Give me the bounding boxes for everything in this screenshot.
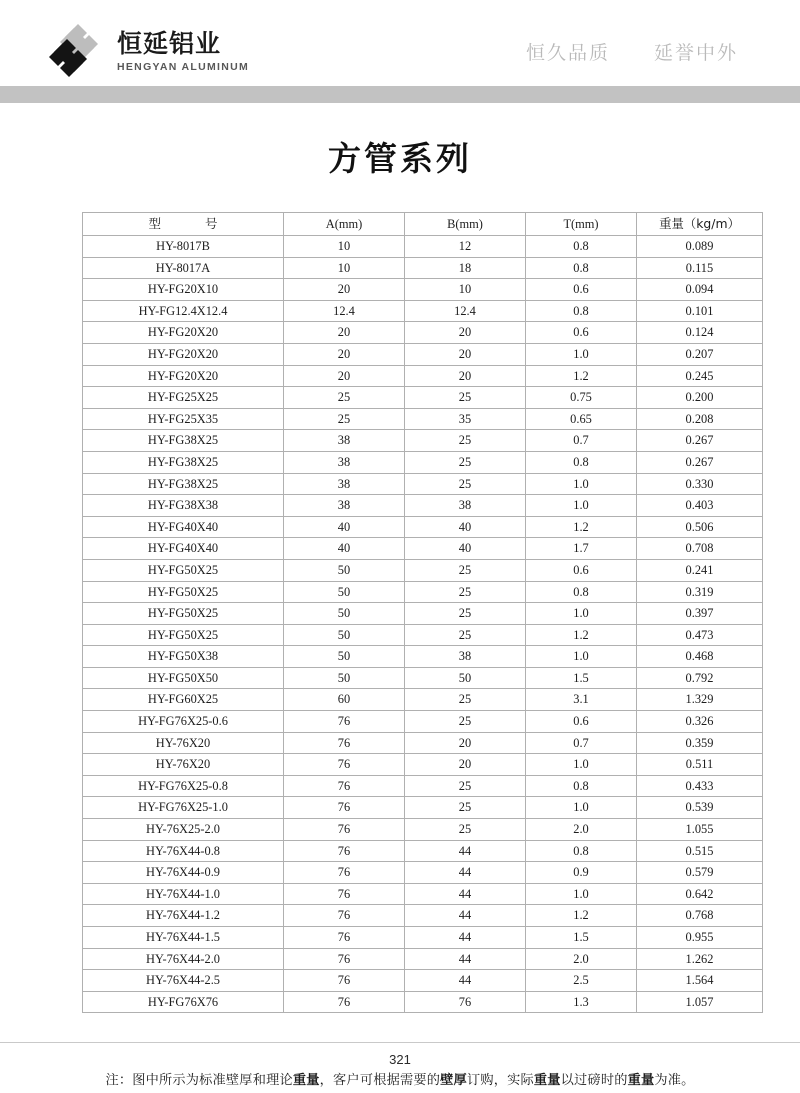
cell-model: HY-FG50X25 <box>83 603 284 625</box>
table-header-row <box>83 213 763 236</box>
cell-b: 38 <box>405 495 526 517</box>
cell-t: 1.5 <box>526 667 637 689</box>
cell-weight: 0.200 <box>637 387 763 409</box>
cell-weight: 1.057 <box>637 991 763 1013</box>
cell-t: 1.5 <box>526 927 637 949</box>
cell-t: 1.0 <box>526 883 637 905</box>
cell-b: 20 <box>405 732 526 754</box>
page-header <box>0 0 800 86</box>
cell-b: 20 <box>405 754 526 776</box>
spec-table-head <box>83 213 763 236</box>
cell-t: 0.6 <box>526 279 637 301</box>
cell-weight: 0.208 <box>637 408 763 430</box>
table-row <box>83 257 763 279</box>
table-row <box>83 365 763 387</box>
cell-model: HY-FG38X38 <box>83 495 284 517</box>
cell-a: 20 <box>284 279 405 301</box>
cell-model: HY-FG20X20 <box>83 322 284 344</box>
cell-t: 0.65 <box>526 408 637 430</box>
cell-b: 44 <box>405 883 526 905</box>
table-row <box>83 711 763 733</box>
cell-a: 10 <box>284 236 405 258</box>
cell-t: 0.8 <box>526 840 637 862</box>
cell-weight: 0.089 <box>637 236 763 258</box>
cell-weight: 0.403 <box>637 495 763 517</box>
cell-model: HY-FG76X25-0.8 <box>83 775 284 797</box>
cell-model: HY-FG40X40 <box>83 516 284 538</box>
cell-b: 25 <box>405 430 526 452</box>
cell-b: 12 <box>405 236 526 258</box>
cell-t: 2.0 <box>526 819 637 841</box>
footer-divider <box>0 1042 800 1043</box>
cell-t: 1.0 <box>526 646 637 668</box>
cell-a: 50 <box>284 581 405 603</box>
table-row <box>83 775 763 797</box>
cell-weight: 0.245 <box>637 365 763 387</box>
brand-name-cn: 恒延铝业 <box>117 28 222 58</box>
cell-model: HY-76X44-1.0 <box>83 883 284 905</box>
cell-a: 50 <box>284 667 405 689</box>
cell-model: HY-76X44-2.5 <box>83 970 284 992</box>
cell-t: 0.6 <box>526 559 637 581</box>
cell-b: 25 <box>405 775 526 797</box>
cell-t: 0.6 <box>526 322 637 344</box>
table-row <box>83 840 763 862</box>
cell-t: 1.0 <box>526 473 637 495</box>
cell-t: 1.2 <box>526 624 637 646</box>
cell-model: HY-FG76X76 <box>83 991 284 1013</box>
cell-b: 25 <box>405 624 526 646</box>
cell-a: 50 <box>284 603 405 625</box>
cell-model: HY-FG76X25-0.6 <box>83 711 284 733</box>
table-row <box>83 883 763 905</box>
cell-model: HY-FG20X20 <box>83 365 284 387</box>
cell-t: 1.2 <box>526 365 637 387</box>
cell-t: 1.2 <box>526 905 637 927</box>
cell-b: 44 <box>405 970 526 992</box>
cell-b: 44 <box>405 905 526 927</box>
table-row <box>83 624 763 646</box>
column-header-b: B(mm) <box>405 213 526 236</box>
cell-weight: 0.468 <box>637 646 763 668</box>
footnote-mid-2: 订购，实际 <box>466 1073 534 1089</box>
cell-weight: 0.473 <box>637 624 763 646</box>
footnote-prefix: 注：图中所示为标准壁厚和理论 <box>105 1073 293 1089</box>
cell-b: 35 <box>405 408 526 430</box>
cell-t: 1.3 <box>526 991 637 1013</box>
cell-model: HY-FG50X50 <box>83 667 284 689</box>
cell-t: 0.8 <box>526 257 637 279</box>
cell-model: HY-76X44-2.0 <box>83 948 284 970</box>
cell-model: HY-FG50X25 <box>83 624 284 646</box>
column-header-t: T(mm) <box>526 213 637 236</box>
page-title: 方管系列 <box>328 139 472 178</box>
table-row <box>83 387 763 409</box>
page-footer <box>0 1020 800 1093</box>
cell-a: 10 <box>284 257 405 279</box>
footnote-emphasis-3: 重量 <box>533 1073 561 1089</box>
table-row <box>83 970 763 992</box>
cell-model: HY-76X20 <box>83 754 284 776</box>
tagline-phrase-right: 延誉中外 <box>653 42 738 64</box>
cell-weight: 1.055 <box>637 819 763 841</box>
cell-model: HY-FG40X40 <box>83 538 284 560</box>
cell-model: HY-76X44-0.8 <box>83 840 284 862</box>
cell-weight: 0.094 <box>637 279 763 301</box>
cell-b: 25 <box>405 603 526 625</box>
cell-model: HY-FG50X25 <box>83 581 284 603</box>
cell-b: 20 <box>405 365 526 387</box>
cell-a: 76 <box>284 732 405 754</box>
cell-b: 44 <box>405 840 526 862</box>
cell-model: HY-FG60X25 <box>83 689 284 711</box>
cell-model: HY-76X20 <box>83 732 284 754</box>
cell-a: 76 <box>284 775 405 797</box>
cell-b: 76 <box>405 991 526 1013</box>
cell-weight: 0.539 <box>637 797 763 819</box>
cell-t: 1.7 <box>526 538 637 560</box>
table-row <box>83 408 763 430</box>
table-row <box>83 732 763 754</box>
cell-a: 76 <box>284 970 405 992</box>
cell-model: HY-FG20X20 <box>83 343 284 365</box>
table-row <box>83 927 763 949</box>
brand-name-en: HENGYAN ALUMINUM <box>117 60 250 73</box>
cell-a: 38 <box>284 451 405 473</box>
cell-b: 40 <box>405 538 526 560</box>
table-row <box>83 581 763 603</box>
hengyan-h-logo-icon <box>45 22 107 80</box>
table-row <box>83 797 763 819</box>
cell-weight: 0.359 <box>637 732 763 754</box>
cell-t: 1.0 <box>526 603 637 625</box>
cell-t: 1.0 <box>526 754 637 776</box>
cell-weight: 0.326 <box>637 711 763 733</box>
cell-model: HY-FG25X25 <box>83 387 284 409</box>
table-row <box>83 948 763 970</box>
cell-model: HY-8017B <box>83 236 284 258</box>
cell-t: 0.9 <box>526 862 637 884</box>
cell-weight: 1.564 <box>637 970 763 992</box>
table-row <box>83 862 763 884</box>
cell-t: 2.5 <box>526 970 637 992</box>
cell-a: 76 <box>284 905 405 927</box>
cell-t: 2.0 <box>526 948 637 970</box>
footnote-emphasis-1: 重量 <box>292 1073 320 1089</box>
cell-b: 25 <box>405 689 526 711</box>
cell-t: 0.7 <box>526 732 637 754</box>
cell-t: 1.0 <box>526 495 637 517</box>
cell-a: 76 <box>284 883 405 905</box>
cell-a: 25 <box>284 387 405 409</box>
table-row <box>83 473 763 495</box>
table-row <box>83 819 763 841</box>
header-tagline <box>526 38 738 65</box>
cell-a: 40 <box>284 516 405 538</box>
cell-b: 12.4 <box>405 300 526 322</box>
cell-weight: 0.768 <box>637 905 763 927</box>
cell-b: 25 <box>405 797 526 819</box>
cell-t: 1.2 <box>526 516 637 538</box>
column-header-model <box>83 213 284 236</box>
cell-t: 0.8 <box>526 300 637 322</box>
column-header-weight: 重量（kg/m） <box>637 213 763 236</box>
cell-b: 38 <box>405 646 526 668</box>
table-row <box>83 495 763 517</box>
table-row <box>83 646 763 668</box>
cell-t: 0.8 <box>526 775 637 797</box>
cell-weight: 0.708 <box>637 538 763 560</box>
cell-weight: 0.330 <box>637 473 763 495</box>
cell-a: 20 <box>284 322 405 344</box>
footnote-emphasis-4: 重量 <box>627 1073 655 1089</box>
cell-a: 38 <box>284 473 405 495</box>
cell-a: 50 <box>284 646 405 668</box>
cell-t: 0.8 <box>526 451 637 473</box>
cell-model: HY-FG12.4X12.4 <box>83 300 284 322</box>
cell-a: 38 <box>284 495 405 517</box>
cell-b: 44 <box>405 927 526 949</box>
table-row <box>83 538 763 560</box>
table-row <box>83 667 763 689</box>
cell-b: 25 <box>405 581 526 603</box>
footnote-mid-3: 以过磅时的 <box>560 1073 628 1089</box>
spec-table-container <box>82 212 740 1013</box>
cell-weight: 1.262 <box>637 948 763 970</box>
cell-weight: 0.792 <box>637 667 763 689</box>
cell-model: HY-FG38X25 <box>83 473 284 495</box>
cell-weight: 0.319 <box>637 581 763 603</box>
cell-b: 25 <box>405 387 526 409</box>
table-row <box>83 236 763 258</box>
tagline-phrase-left: 恒久品质 <box>525 42 610 64</box>
cell-weight: 1.329 <box>637 689 763 711</box>
cell-b: 20 <box>405 343 526 365</box>
cell-model: HY-FG25X35 <box>83 408 284 430</box>
cell-weight: 0.207 <box>637 343 763 365</box>
cell-a: 76 <box>284 862 405 884</box>
cell-a: 76 <box>284 711 405 733</box>
cell-a: 38 <box>284 430 405 452</box>
table-row <box>83 559 763 581</box>
table-row <box>83 322 763 344</box>
table-row <box>83 603 763 625</box>
cell-t: 0.6 <box>526 711 637 733</box>
cell-a: 76 <box>284 797 405 819</box>
cell-b: 40 <box>405 516 526 538</box>
cell-weight: 0.267 <box>637 451 763 473</box>
cell-a: 76 <box>284 991 405 1013</box>
cell-model: HY-FG76X25-1.0 <box>83 797 284 819</box>
cell-weight: 0.515 <box>637 840 763 862</box>
cell-t: 1.0 <box>526 343 637 365</box>
cell-weight: 0.241 <box>637 559 763 581</box>
cell-weight: 0.267 <box>637 430 763 452</box>
page-number: 321 <box>389 1052 411 1067</box>
cell-weight: 0.642 <box>637 883 763 905</box>
cell-model: HY-76X44-1.2 <box>83 905 284 927</box>
cell-b: 10 <box>405 279 526 301</box>
cell-b: 44 <box>405 862 526 884</box>
cell-t: 1.0 <box>526 797 637 819</box>
table-row <box>83 279 763 301</box>
cell-weight: 0.506 <box>637 516 763 538</box>
cell-model: HY-FG20X10 <box>83 279 284 301</box>
cell-a: 76 <box>284 754 405 776</box>
table-row <box>83 451 763 473</box>
cell-t: 3.1 <box>526 689 637 711</box>
cell-weight: 0.115 <box>637 257 763 279</box>
cell-a: 40 <box>284 538 405 560</box>
cell-a: 12.4 <box>284 300 405 322</box>
cell-weight: 0.511 <box>637 754 763 776</box>
footnote-emphasis-2: 壁厚 <box>440 1073 467 1089</box>
cell-b: 25 <box>405 559 526 581</box>
cell-model: HY-8017A <box>83 257 284 279</box>
brand-text <box>117 30 249 73</box>
cell-b: 25 <box>405 451 526 473</box>
cell-a: 20 <box>284 343 405 365</box>
cell-model: HY-FG50X25 <box>83 559 284 581</box>
cell-a: 50 <box>284 559 405 581</box>
cell-a: 25 <box>284 408 405 430</box>
cell-model: HY-FG38X25 <box>83 451 284 473</box>
cell-t: 0.75 <box>526 387 637 409</box>
cell-a: 76 <box>284 927 405 949</box>
cell-weight: 0.124 <box>637 322 763 344</box>
cell-model: HY-FG50X38 <box>83 646 284 668</box>
table-row <box>83 689 763 711</box>
cell-a: 76 <box>284 819 405 841</box>
cell-model: HY-76X44-1.5 <box>83 927 284 949</box>
cell-a: 50 <box>284 624 405 646</box>
column-header-model-part2: 号 <box>205 216 218 231</box>
cell-model: HY-76X25-2.0 <box>83 819 284 841</box>
table-row <box>83 300 763 322</box>
spec-table-body <box>83 236 763 1013</box>
cell-t: 0.8 <box>526 581 637 603</box>
cell-weight: 0.955 <box>637 927 763 949</box>
cell-weight: 0.397 <box>637 603 763 625</box>
cell-a: 76 <box>284 948 405 970</box>
cell-a: 60 <box>284 689 405 711</box>
cell-t: 0.8 <box>526 236 637 258</box>
cell-b: 18 <box>405 257 526 279</box>
cell-t: 0.7 <box>526 430 637 452</box>
table-row <box>83 430 763 452</box>
cell-a: 20 <box>284 365 405 387</box>
column-header-a: A(mm) <box>284 213 405 236</box>
brand-lockup <box>45 22 249 80</box>
header-gray-band <box>0 86 800 103</box>
table-row <box>83 754 763 776</box>
cell-b: 44 <box>405 948 526 970</box>
footnote-suffix: 为准。 <box>654 1073 695 1089</box>
cell-b: 25 <box>405 819 526 841</box>
cell-b: 20 <box>405 322 526 344</box>
table-row <box>83 905 763 927</box>
footnote-mid-1: ，客户可根据需要的 <box>319 1073 441 1089</box>
cell-b: 50 <box>405 667 526 689</box>
spec-table <box>82 212 763 1013</box>
table-row <box>83 991 763 1013</box>
table-row <box>83 343 763 365</box>
cell-b: 25 <box>405 473 526 495</box>
cell-b: 25 <box>405 711 526 733</box>
column-header-model-part1: 型 <box>148 216 161 231</box>
cell-model: HY-76X44-0.9 <box>83 862 284 884</box>
cell-weight: 0.579 <box>637 862 763 884</box>
cell-weight: 0.433 <box>637 775 763 797</box>
table-row <box>83 516 763 538</box>
cell-model: HY-FG38X25 <box>83 430 284 452</box>
cell-a: 76 <box>284 840 405 862</box>
cell-weight: 0.101 <box>637 300 763 322</box>
